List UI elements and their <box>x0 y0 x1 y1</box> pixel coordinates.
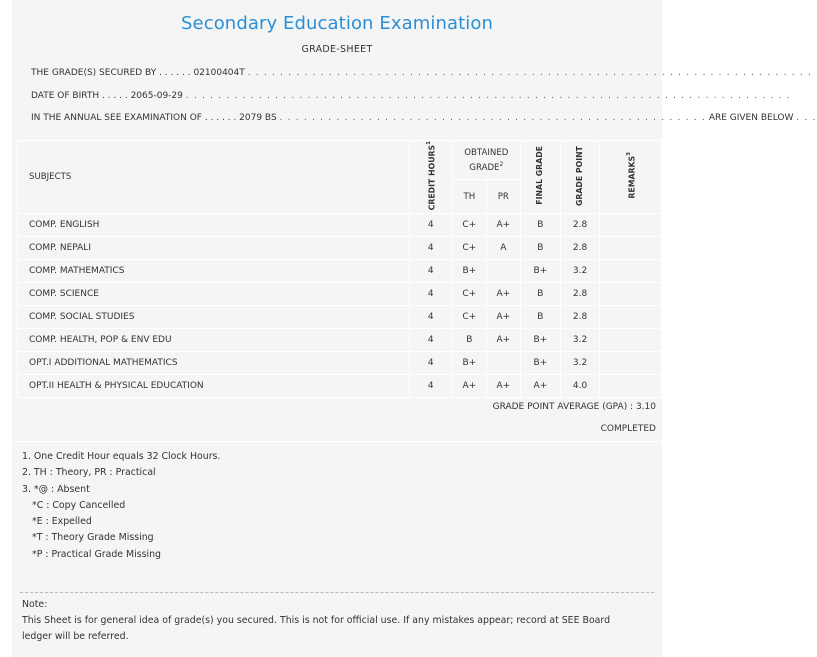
info-exam <box>31 113 817 123</box>
footnotes <box>22 449 220 563</box>
header-obtained-grade: OBTAINED GRADE$^2$ <box>452 141 520 180</box>
cell-theory-grade: C+ <box>452 237 486 260</box>
cell-theory-grade: A+ <box>452 375 486 398</box>
footnote-item: *E : Expelled <box>32 516 92 528</box>
cell-final-grade: B <box>520 214 560 237</box>
table-row <box>18 329 662 352</box>
footnote-item: *P : Practical Grade Missing <box>32 548 161 560</box>
dashed-divider <box>20 592 654 593</box>
cell-grade-point: 2.8 <box>560 283 599 306</box>
gpa-summary: GRADE POINT AVERAGE (GPA) : 3.10 <box>492 402 656 412</box>
info-secured-by <box>31 68 813 78</box>
cell-theory-grade: B <box>452 329 486 352</box>
cell-practical-grade <box>486 260 520 283</box>
table-row <box>18 352 662 375</box>
cell-subject: OPT.I ADDITIONAL MATHEMATICS <box>18 352 410 375</box>
cell-subject: COMP. SCIENCE <box>18 283 410 306</box>
header-pr: PR <box>486 180 520 214</box>
symbol-number: 02100404T <box>193 68 245 78</box>
cell-subject: COMP. SOCIAL STUDIES <box>18 306 410 329</box>
cell-credit-hours: 4 <box>409 283 452 306</box>
table-row <box>18 283 662 306</box>
given-below-label: ARE GIVEN BELOW <box>708 113 794 123</box>
cell-practical-grade: A+ <box>486 375 520 398</box>
note-label: Note: <box>22 599 48 610</box>
cell-subject: COMP. MATHEMATICS <box>18 260 410 283</box>
cell-remarks <box>600 260 662 283</box>
footnote-item: 3. *@ : Absent <box>22 483 90 495</box>
cell-credit-hours: 4 <box>409 214 452 237</box>
cell-grade-point: 2.8 <box>560 306 599 329</box>
cell-credit-hours: 4 <box>409 306 452 329</box>
dob-label: DATE OF BIRTH . . . . . <box>31 91 128 101</box>
cell-remarks <box>600 375 662 398</box>
dots-leader: . . . . . . . . . . . . . . . . . . . . . . . . . . . . . . . . . . . . . . . . . . . . . . . . . . . . . . . . . . . . . . . . . . . . . . . . . . . <box>185 91 791 101</box>
cell-subject: OPT.II HEALTH & PHYSICAL EDUCATION <box>18 375 410 398</box>
footnote-item: *C : Copy Cancelled <box>32 499 126 511</box>
exam-label: IN THE ANNUAL SEE EXAMINATION OF . . . . . . <box>31 113 237 123</box>
footnote-item: 1. One Credit Hour equals 32 Clock Hours. <box>22 451 221 462</box>
cell-final-grade: B+ <box>520 352 560 375</box>
table-row <box>18 260 662 283</box>
table-row <box>18 375 662 398</box>
header-subjects: SUBJECTS <box>18 141 410 214</box>
page-title: Secondary Education Examination <box>181 13 493 34</box>
exam-year: 2079 BS <box>239 113 277 123</box>
cell-practical-grade: A+ <box>486 329 520 352</box>
secured-by-label: THE GRADE(S) SECURED BY . . . . . . <box>31 68 191 78</box>
grade-sheet-panel <box>12 0 817 657</box>
cell-remarks <box>600 329 662 352</box>
cell-subject: COMP. NEPALI <box>18 237 410 260</box>
cell-remarks <box>600 352 662 375</box>
page-subtitle: GRADE-SHEET <box>301 44 373 55</box>
cell-final-grade: B+ <box>520 260 560 283</box>
info-date-of-birth <box>31 91 791 101</box>
cell-theory-grade: C+ <box>452 214 486 237</box>
header-th: TH <box>452 180 486 214</box>
cell-grade-point: 2.8 <box>560 237 599 260</box>
cell-grade-point: 3.2 <box>560 352 599 375</box>
divider <box>12 441 662 442</box>
cell-final-grade: B+ <box>520 329 560 352</box>
table-row <box>18 306 662 329</box>
cell-practical-grade: A <box>486 237 520 260</box>
cell-practical-grade: A+ <box>486 214 520 237</box>
cell-final-grade: B <box>520 283 560 306</box>
cell-final-grade: B <box>520 237 560 260</box>
footnote-item: 2. TH : Theory, PR : Practical <box>22 467 156 479</box>
cell-grade-point: 4.0 <box>560 375 599 398</box>
cell-remarks <box>600 237 662 260</box>
cell-grade-point: 2.8 <box>560 214 599 237</box>
cell-grade-point: 3.2 <box>560 260 599 283</box>
cell-credit-hours: 4 <box>409 352 452 375</box>
cell-subject: COMP. ENGLISH <box>18 214 410 237</box>
cell-credit-hours: 4 <box>409 237 452 260</box>
dots-leader: . . . . . . . . . . . . . . . . . . . . . . . . . . . . . . . . . . . . . . . . . . . . . . . . . . . . . <box>279 113 706 123</box>
cell-final-grade: B <box>520 306 560 329</box>
dots-leader: . . . <box>796 113 817 123</box>
cell-remarks <box>600 283 662 306</box>
cell-theory-grade: B+ <box>452 260 486 283</box>
cell-remarks <box>600 214 662 237</box>
grades-table-container <box>17 140 662 392</box>
cell-practical-grade <box>486 352 520 375</box>
table-row <box>18 237 662 260</box>
result-status: COMPLETED <box>600 424 656 434</box>
header-remarks: REMARKS$^3$ <box>600 141 662 214</box>
table-row <box>18 214 662 237</box>
note-text: This Sheet is for general idea of grade(s) you secured. This is not for official use. If any mistakes appear; record at SEE Board ledger will be referred. <box>22 615 611 642</box>
cell-final-grade: A+ <box>520 375 560 398</box>
cell-grade-point: 3.2 <box>560 329 599 352</box>
cell-credit-hours: 4 <box>409 375 452 398</box>
cell-theory-grade: C+ <box>452 306 486 329</box>
header-grade-point: GRADE POINT <box>560 141 599 214</box>
cell-subject: COMP. HEALTH, POP & ENV EDU <box>18 329 410 352</box>
dots-leader: . . . . . . . . . . . . . . . . . . . . . . . . . . . . . . . . . . . . . . . . . . . . . . . . . . . . . . . . . . . . . . . . . . . . . . <box>247 68 813 78</box>
cell-practical-grade: A+ <box>486 306 520 329</box>
grades-table <box>17 140 662 398</box>
header-final-grade: FINAL GRADE <box>520 141 560 214</box>
header-credit-hours: CREDIT HOURS$^1$ <box>409 141 452 214</box>
cell-theory-grade: B+ <box>452 352 486 375</box>
cell-remarks <box>600 306 662 329</box>
cell-practical-grade: A+ <box>486 283 520 306</box>
cell-theory-grade: C+ <box>452 283 486 306</box>
dob-value: 2065-09-29 <box>130 91 183 101</box>
cell-credit-hours: 4 <box>409 260 452 283</box>
cell-credit-hours: 4 <box>409 329 452 352</box>
footnote-item: *T : Theory Grade Missing <box>32 532 154 544</box>
